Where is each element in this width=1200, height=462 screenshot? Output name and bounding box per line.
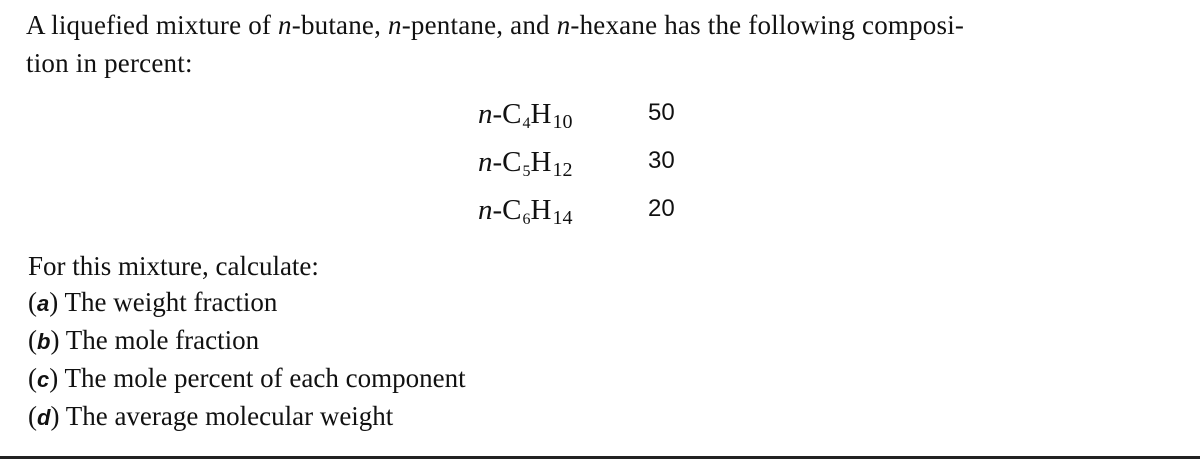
carbon-count: 5 — [522, 163, 531, 180]
formula-dash: - — [492, 98, 503, 130]
intro-text: -butane, — [291, 10, 389, 40]
n-prefix: n — [556, 10, 571, 40]
intro-text: -pentane, and — [401, 10, 557, 40]
formula-hydrogen: H — [530, 194, 552, 226]
task-item-b: (b) The mole fraction — [28, 325, 260, 355]
hydrogen-count: 12 — [552, 159, 573, 181]
task-list — [28, 248, 466, 436]
task-letter: a — [37, 291, 50, 316]
butane-percent: 50 — [648, 99, 675, 126]
formula-prefix: n — [478, 146, 493, 178]
pentane-percent: 30 — [648, 147, 675, 174]
intro-text: -hexane has the following composi- — [570, 10, 965, 40]
task-item-a: (a) The weight fraction — [28, 287, 278, 317]
hydrogen-count: 14 — [552, 207, 573, 229]
task-letter: c — [37, 367, 50, 392]
n-prefix: n — [388, 10, 402, 40]
formula-carbon: C — [502, 98, 522, 130]
task-text: The mole percent of each component — [64, 363, 466, 393]
task-item-d: (d) The average molecular weight — [28, 401, 394, 431]
intro-line-1 — [26, 6, 1186, 44]
task-text: The mole fraction — [65, 325, 260, 355]
butane-formula — [478, 98, 572, 134]
formula-carbon: C — [502, 146, 522, 178]
n-prefix: n — [278, 10, 292, 40]
formula-carbon: C — [502, 194, 522, 226]
task-heading: For this mixture, calculate: — [28, 251, 319, 281]
bottom-divider — [0, 456, 1200, 459]
carbon-count: 4 — [522, 115, 531, 132]
task-letter: d — [37, 405, 51, 430]
formula-hydrogen: H — [530, 146, 552, 178]
hydrogen-count: 10 — [552, 111, 573, 133]
pentane-formula — [478, 146, 572, 182]
task-item-c: (c) The mole percent of each component — [28, 363, 466, 393]
formula-dash: - — [492, 146, 503, 178]
task-text: The weight fraction — [64, 287, 278, 317]
problem-statement — [26, 6, 1186, 82]
hexane-percent: 20 — [648, 195, 675, 222]
intro-line-2: tion in percent: — [26, 48, 193, 78]
formula-hydrogen: H — [530, 98, 552, 130]
intro-text: A liquefied mixture of — [26, 10, 279, 40]
formula-dash: - — [492, 194, 503, 226]
task-text: The average molecular weight — [65, 401, 394, 431]
formula-prefix: n — [478, 194, 493, 226]
formula-prefix: n — [478, 98, 493, 130]
task-letter: b — [37, 329, 51, 354]
hexane-formula — [478, 194, 572, 230]
carbon-count: 6 — [522, 211, 531, 228]
